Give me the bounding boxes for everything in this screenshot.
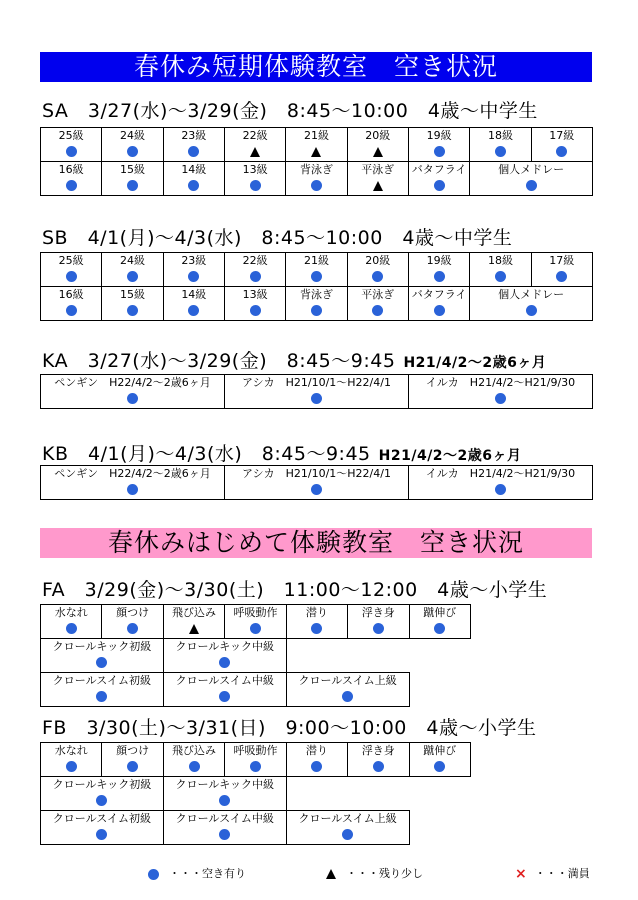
class-label: バタフライ [411,288,467,301]
class-label: 蹴伸び [423,606,457,619]
class-cell [163,639,286,673]
class-cell [41,673,164,707]
class-cell [41,253,102,287]
class-cell [224,253,285,287]
available-dot-icon [66,623,77,634]
legend-available-label: ・・・空き有り [169,867,246,880]
first-time-banner: 春休みはじめて体験教室 空き状況 [40,528,592,558]
class-cell [163,253,224,287]
legend-full-label: ・・・満員 [534,867,590,880]
class-label: 25級 [58,129,84,142]
class-label: クロールスイム中級 [175,812,274,825]
available-dot-icon [434,623,445,634]
full-cross-icon: × [515,866,527,882]
available-dot-icon [434,180,445,191]
class-cell [408,253,469,287]
ka-row [41,375,593,409]
class-cell [163,673,286,707]
fa-heading: FA 3/29(金)～3/30(土) 11:00～12:00 4歳～小学生 [42,579,548,601]
available-dot-icon [219,795,230,806]
available-dot-icon [219,657,230,668]
class-label: イルカ H21/4/2～H21/9/30 [425,376,576,389]
class-label: 呼吸動作 [233,606,278,619]
class-cell [409,466,593,500]
available-dot-icon [250,180,261,191]
fb-heading: FB 3/30(土)～3/31(日) 9:00～10:00 4歳～小学生 [42,717,537,739]
empty-cell [409,811,470,845]
class-cell [470,128,531,162]
available-dot-icon [311,393,322,404]
class-cell [348,605,409,639]
class-label: 背泳ぎ [299,163,333,176]
fb-row-3 [41,811,471,845]
class-label: アシカ H21/10/1～H22/4/1 [242,467,391,480]
class-label: クロールスイム中級 [175,674,274,687]
class-cell [41,466,225,500]
fa-row-3 [41,673,471,707]
class-cell [347,287,408,321]
class-label: 背泳ぎ [299,288,333,301]
class-label: 蹴伸び [423,744,457,757]
available-dot-icon [96,795,107,806]
fb-table [40,742,471,845]
class-cell [102,162,163,196]
available-dot-icon [127,393,138,404]
class-cell [225,605,286,639]
available-dot-icon [373,761,384,772]
available-dot-icon [188,180,199,191]
available-dot-icon [127,484,138,495]
available-dot-icon [127,761,138,772]
legend-few-label: ・・・残り少し [346,867,423,880]
class-label: クロールスイム初級 [52,812,152,825]
class-cell [286,673,409,707]
class-label: 個人メドレー [498,288,565,301]
class-label: クロールスイム上級 [298,812,397,825]
class-cell [41,639,164,673]
class-label: 21級 [303,254,329,267]
available-dot-icon [495,146,506,157]
legend-few [326,865,423,881]
class-label: ペンギン H22/4/2～2歳6ヶ月 [54,376,211,389]
fb-row-1 [41,743,471,777]
available-dot-icon [434,761,445,772]
available-dot-icon [311,271,322,282]
class-cell [286,162,347,196]
class-label: 平泳ぎ [361,288,395,301]
available-dot-icon [96,657,107,668]
class-label: クロールキック初級 [52,778,152,791]
class-cell [163,811,286,845]
available-dot-icon [66,271,77,282]
class-cell [41,811,164,845]
class-label: 18級 [487,129,513,142]
available-dot-icon [250,623,261,634]
class-cell [286,811,409,845]
class-label: クロールキック中級 [175,640,275,653]
class-label: 平泳ぎ [361,163,395,176]
class-cell [348,743,409,777]
kb-title: KB 4/1(月)～4/3(水) 8:45～9:45 [42,443,371,465]
legend-full [515,865,590,882]
class-cell [286,253,347,287]
available-dot-icon [250,271,261,282]
legend-available [148,865,246,881]
available-dot-icon [495,393,506,404]
available-dot-icon [495,271,506,282]
class-label: 23級 [181,254,207,267]
class-label: 25級 [58,254,84,267]
class-label: 16級 [58,163,84,176]
class-cell [163,162,224,196]
class-label: クロールスイム上級 [298,674,397,687]
empty-cell [286,639,470,673]
available-dot-icon [219,829,230,840]
class-label: 15級 [119,288,145,301]
kb-note: H21/4/2～2歳6ヶ月 [378,448,522,464]
class-label: 浮き身 [361,744,395,757]
class-label: 22級 [242,254,268,267]
fb-row-2 [41,777,471,811]
sb-heading: SB 4/1(月)～4/3(水) 8:45～10:00 4歳～中学生 [42,227,513,249]
sa-row-2 [41,162,593,196]
available-dot-icon [66,180,77,191]
class-cell [225,466,409,500]
class-cell [163,287,224,321]
class-cell [470,162,593,196]
available-dot-icon [66,305,77,316]
class-label: 潜り [305,606,328,619]
class-label: 19級 [426,254,452,267]
class-cell [470,287,593,321]
class-cell [102,128,163,162]
class-cell [163,777,286,811]
class-cell [41,287,102,321]
available-dot-icon [250,761,261,772]
class-cell [347,128,408,162]
few-triangle-icon [326,869,336,879]
sa-heading: SA 3/27(水)～3/29(金) 8:45～10:00 4歳～中学生 [42,100,538,122]
class-label: 潜り [305,744,328,757]
available-dot-icon [311,761,322,772]
class-label: 飛び込み [172,606,217,619]
class-cell [41,777,164,811]
available-dot-icon [96,691,107,702]
class-label: 23級 [181,129,207,142]
available-dot-icon [311,484,322,495]
class-cell [163,605,224,639]
class-label: 24級 [119,254,145,267]
ka-title: KA 3/27(水)～3/29(金) 8:45～9:45 [42,350,396,372]
empty-cell [286,777,470,811]
available-dot-icon [127,623,138,634]
sb-table [40,252,593,321]
available-dot-icon [556,271,567,282]
empty-cell [409,673,470,707]
class-label: 18級 [487,254,513,267]
available-dot-icon [434,146,445,157]
class-label: 顔つけ [116,744,150,757]
class-label: 15級 [119,163,145,176]
class-cell [224,128,285,162]
class-label: 13級 [242,163,268,176]
ka-table [40,374,593,409]
few-triangle-icon [189,624,199,634]
ka-heading [42,346,546,373]
class-cell [286,128,347,162]
class-label: クロールキック中級 [175,778,275,791]
class-cell [224,287,285,321]
class-label: 19級 [426,129,452,142]
fa-table [40,604,471,707]
class-cell [225,743,286,777]
available-dot-icon [148,869,159,880]
class-cell [102,743,163,777]
available-dot-icon [127,271,138,282]
kb-table [40,465,593,500]
class-label: 24級 [119,129,145,142]
class-label: 20級 [365,129,391,142]
class-label: クロールキック初級 [52,640,152,653]
class-label: 16級 [58,288,84,301]
available-dot-icon [188,146,199,157]
class-label: 個人メドレー [498,163,565,176]
available-dot-icon [66,146,77,157]
class-label: アシカ H21/10/1～H22/4/1 [242,376,391,389]
available-dot-icon [127,305,138,316]
class-cell [41,128,102,162]
class-label: イルカ H21/4/2～H21/9/30 [425,467,576,480]
class-label: 水なれ [54,744,88,757]
available-dot-icon [219,691,230,702]
available-dot-icon [342,829,353,840]
class-label: 14級 [181,288,207,301]
kb-row [41,466,593,500]
class-cell [408,162,469,196]
available-dot-icon [372,271,383,282]
available-dot-icon [96,829,107,840]
few-triangle-icon [250,147,260,157]
class-label: 浮き身 [361,606,395,619]
class-cell [41,743,102,777]
short-term-banner: 春休み短期体験教室 空き状況 [40,52,592,82]
few-triangle-icon [373,147,383,157]
available-dot-icon [66,761,77,772]
class-label: 17級 [549,254,575,267]
class-label: バタフライ [411,163,467,176]
class-cell [224,162,285,196]
class-cell [41,162,102,196]
class-cell [409,375,593,409]
available-dot-icon [127,180,138,191]
class-cell [163,743,224,777]
class-label: 顔つけ [116,606,150,619]
class-label: クロールスイム初級 [52,674,152,687]
sa-table [40,127,593,196]
class-cell [531,253,592,287]
available-dot-icon [311,180,322,191]
available-dot-icon [372,305,383,316]
class-cell [41,375,225,409]
class-label: 水なれ [54,606,88,619]
class-label: 22級 [242,129,268,142]
sa-row-1 [41,128,593,162]
class-label: 呼吸動作 [233,744,278,757]
class-label: 13級 [242,288,268,301]
fa-row-1 [41,605,471,639]
kb-heading [42,439,522,466]
class-cell [102,253,163,287]
available-dot-icon [188,305,199,316]
available-dot-icon [189,761,200,772]
class-cell [286,743,347,777]
available-dot-icon [556,146,567,157]
available-dot-icon [495,484,506,495]
fa-row-2 [41,639,471,673]
available-dot-icon [434,271,445,282]
class-label: 14級 [181,163,207,176]
available-dot-icon [127,146,138,157]
available-dot-icon [342,691,353,702]
class-label: 飛び込み [172,744,217,757]
class-cell [531,128,592,162]
available-dot-icon [311,623,322,634]
available-dot-icon [434,305,445,316]
class-label: 20級 [365,254,391,267]
sb-row-2 [41,287,593,321]
available-dot-icon [526,180,537,191]
class-cell [347,162,408,196]
class-cell [225,375,409,409]
available-dot-icon [311,305,322,316]
available-dot-icon [188,271,199,282]
class-cell [102,605,163,639]
available-dot-icon [373,623,384,634]
class-label: ペンギン H22/4/2～2歳6ヶ月 [54,467,211,480]
available-dot-icon [526,305,537,316]
class-cell [286,287,347,321]
class-cell [347,253,408,287]
class-cell [286,605,347,639]
class-cell [409,743,470,777]
class-cell [163,128,224,162]
few-triangle-icon [373,181,383,191]
class-cell [41,605,102,639]
class-label: 21級 [303,129,329,142]
class-cell [102,287,163,321]
class-cell [408,128,469,162]
class-label: 17級 [549,129,575,142]
sb-row-1 [41,253,593,287]
class-cell [408,287,469,321]
few-triangle-icon [311,147,321,157]
ka-note: H21/4/2～2歳6ヶ月 [403,355,547,371]
available-dot-icon [250,305,261,316]
class-cell [409,605,470,639]
class-cell [470,253,531,287]
